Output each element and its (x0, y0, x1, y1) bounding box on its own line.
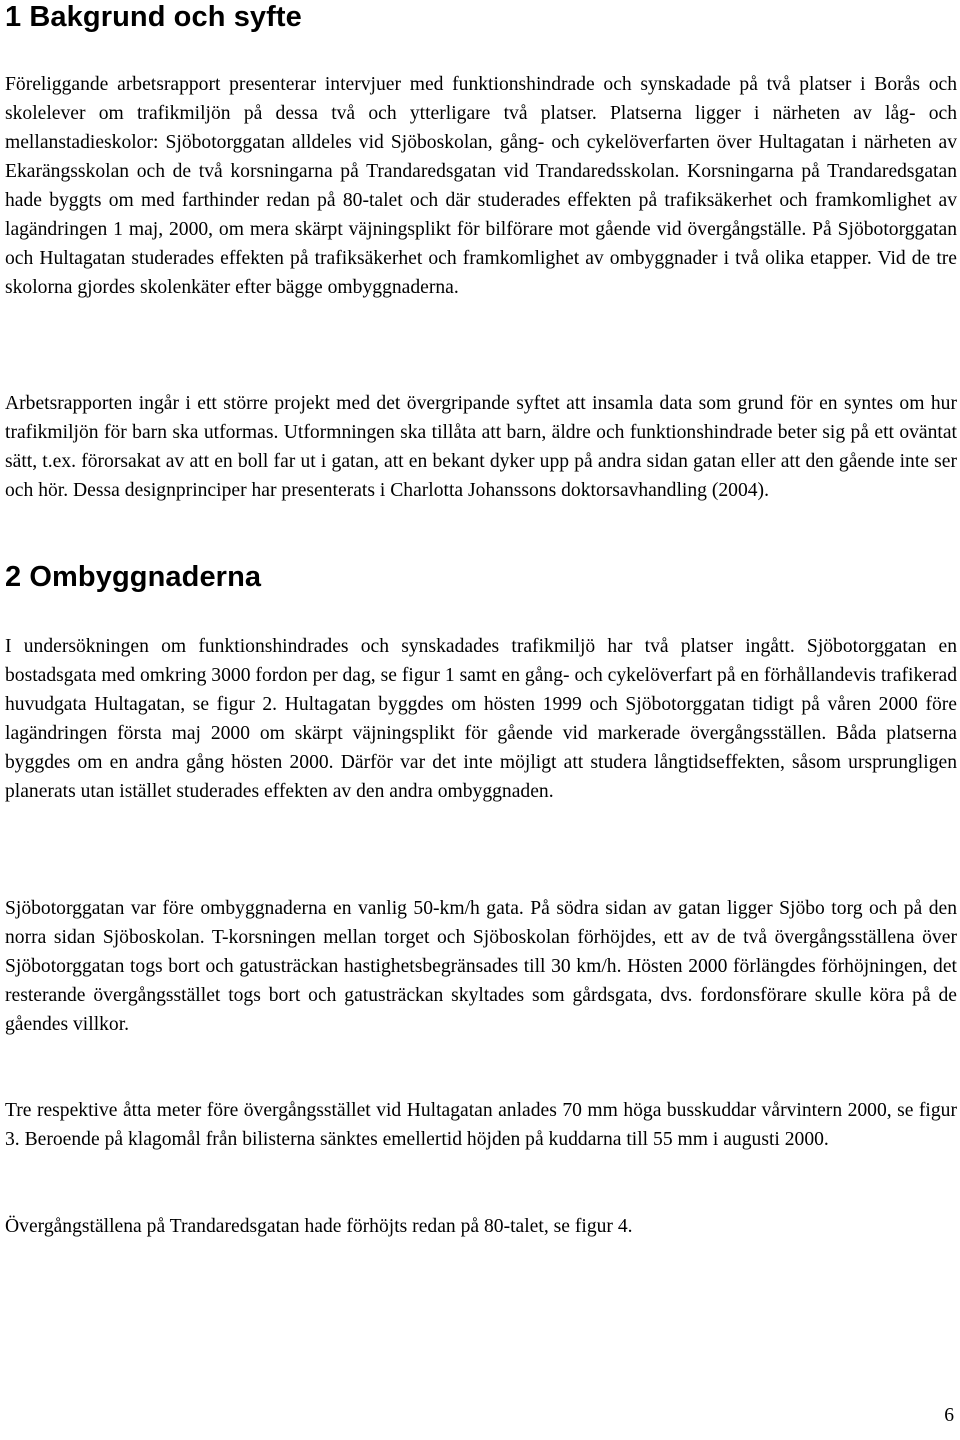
paragraph-ombyggnaderna-2: Sjöbotorggatan var före ombyggnaderna en vanlig 50-km/h gata. På södra sidan av gatan ligger Sjöbo torg och på den norra sidan Sjöboskolan. T-korsningen mellan torget och Sjöboskolan förhöjdes, ett av de två övergångsställena över Sjöbotorggatan togs bort och gatusträckan hastighetsbegränsades till 30 km/h. Hösten 2000 förlängdes förhöjningen, det resterande övergångsstället togs bort och gatusträckan skyltades som gårdsgata, dvs. fordonsförare skulle köra på de gåendes villkor. (5, 898, 957, 1035)
page-number: 6 (944, 1405, 954, 1426)
paragraph-ombyggnaderna-1: I undersökningen om funktionshindrades och synskadades trafikmiljö har två platser ingått. Sjöbotorggatan en bostadsgata med omkring 3000 fordon per dag, se figur 1 samt en gång- och cykelöverfart på en förhållandevis trafikerad huvudgata Hultagatan, se figur 2. Hultagatan byggdes om hösten 1999 och Sjöbotorggatan tidigt på våren 2000 före lagändringen första maj 2000 om skärpt väjningsplikt för gående vid markerade övergångsställen. Båda platserna byggdes om en andra gång hösten 2000. Därför var det inte möjligt att studera långtidseffekten, såsom ursprungligen planerats utan istället studerades effekten av den andra ombyggnaden. (5, 636, 957, 802)
paragraph-bakgrund-2: Arbetsrapporten ingår i ett större projekt med det övergripande syftet att insamla data som grund för en syntes om hur trafikmiljön för barn ska utformas. Utformningen ska tillåta att barn, äldre och funktionshindrade beter sig på ett oväntat sätt, t.ex. förorsakat av att en boll far ut i gatan, att en bekant dyker upp på andra sidan gatan eller att den gående inte ser och hör. Dessa designprinciper har presenterats i Charlotta Johanssons doktorsavhandling (2004). (5, 393, 957, 501)
section-heading-ombyggnaderna: 2 Ombyggnaderna (5, 561, 262, 593)
paragraph-bakgrund-1: Föreliggande arbetsrapport presenterar intervjuer med funktionshindrade och synskadade på två platser i Borås och skolelever om trafikmiljön på dessa två och ytterligare två platser. Platserna ligger i närheten av låg- och mellanstadieskolor: Sjöbotorggatan alldeles vid Sjöboskolan, gång- och cykelöverfarten över Hultagatan i närheten av Ekarängsskolan och de två korsningarna på Trandaredsgatan vid Trandaredsskolan. Korsningarna på Trandaredsgatan hade byggts om med farthinder redan på 80-talet och där studerades effekten på trafiksäkerhet och framkomlighet av lagändringen 1 maj, 2000, om mera skärpt väjningsplikt för bilförare mot gående vid övergångställe. På Sjöbotorggatan och Hultagatan studerades effekten på trafiksäkerhet och framkomlighet av ombyggnader i två olika etapper. Vid de tre skolorna gjordes skolenkäter efter bägge ombyggnaderna. (5, 74, 957, 298)
paragraph-ombyggnaderna-3: Tre respektive åtta meter före övergångsstället vid Hultagatan anlades 70 mm höga busskuddar vårvintern 2000, se figur 3. Beroende på klagomål från bilisterna sänktes emellertid höjden på kuddarna till 55 mm i augusti 2000. (5, 1100, 957, 1150)
paragraph-ombyggnaderna-4: Övergångställena på Trandaredsgatan hade förhöjts redan på 80-talet, se figur 4. (5, 1216, 633, 1237)
section-heading-bakgrund: 1 Bakgrund och syfte (5, 1, 302, 33)
